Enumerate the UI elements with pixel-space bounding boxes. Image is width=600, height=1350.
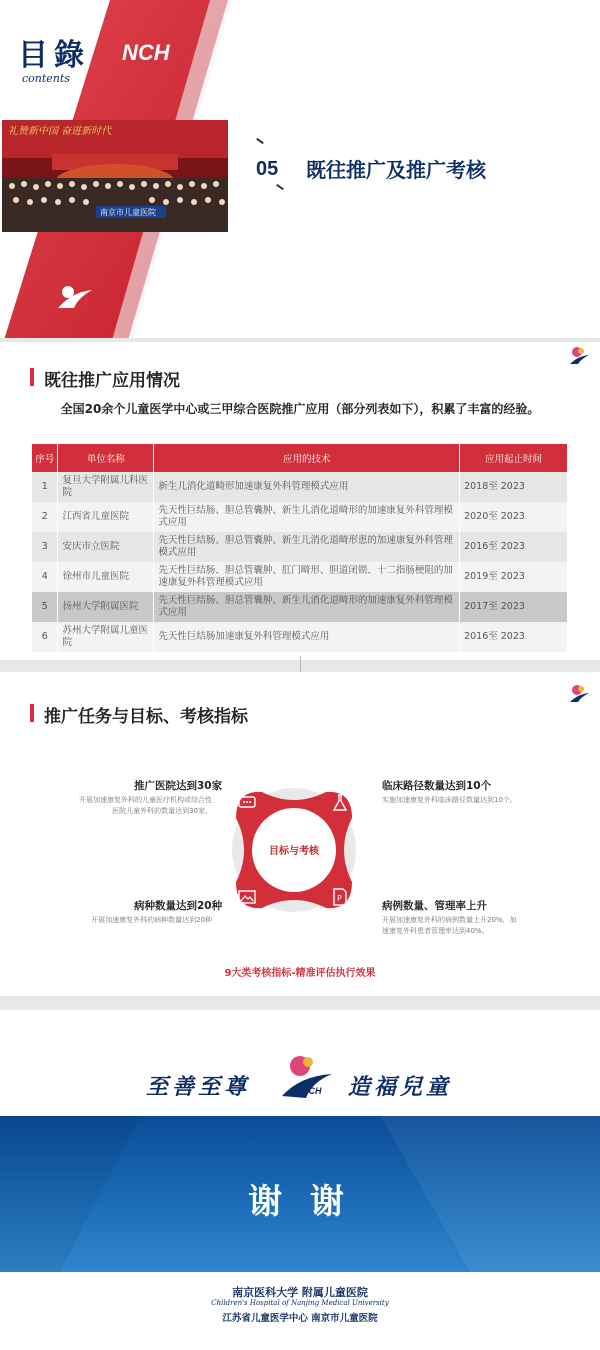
assessment-footer: 9大类考核指标-精准评估执行效果	[224, 968, 376, 979]
table-row	[32, 472, 568, 502]
row-number: 2	[32, 502, 58, 532]
table-row	[32, 532, 568, 562]
section-title: 既往推广应用情况	[30, 366, 180, 391]
goals-diagram	[224, 780, 364, 920]
motto-left: 至善至尊	[146, 1074, 251, 1100]
hospital-logo-icon	[278, 1050, 334, 1102]
unit-name: 复旦大学附属儿科医院	[58, 472, 154, 502]
tech-cell: 先天性巨结肠、胆总管囊肿、肛门畸形、胆道闭锁、十二指肠梗阻的加速康复外科管理模式应用	[154, 562, 460, 592]
column-header: 应用起止时间	[460, 444, 568, 472]
section-heading: 既往推广及推广考核	[306, 158, 486, 182]
table-row	[32, 562, 568, 592]
chat-icon	[238, 796, 256, 810]
unit-name: 苏州大学附属儿童医院	[58, 622, 154, 652]
history-slide	[0, 342, 600, 658]
flower-logo-icon	[54, 282, 94, 312]
tech-cell: 新生儿消化道畸形加速康复外科管理模式应用	[154, 472, 460, 502]
row-number: 6	[32, 622, 58, 652]
divider-line	[300, 656, 301, 672]
unit-name: 徐州市儿童医院	[58, 562, 154, 592]
motto-right: 造福兒童	[348, 1074, 453, 1100]
row-number: 1	[32, 472, 58, 502]
university-name-en: Children's Hospital of Nanjing Medical University	[211, 1299, 389, 1307]
brand-logo-text: NCH	[122, 40, 170, 65]
row-number: 4	[32, 562, 58, 592]
intro-text: 全国20余个儿童医学中心或三甲综合医院推广应用（部分列表如下），积累了丰富的经验。	[60, 402, 540, 416]
table-header-row	[32, 444, 568, 472]
center-line: 江苏省儿童医学中心 南京市儿童医院	[222, 1313, 378, 1324]
university-name: 南京医科大学 附属儿童医院	[232, 1286, 368, 1299]
tech-cell: 先天性巨结肠、胆总管囊肿、新生儿消化道畸形患的加速康复外科管理模式应用	[154, 532, 460, 562]
row-number: 5	[32, 592, 58, 622]
flask-icon	[332, 794, 348, 812]
goal-desc: 实施加速康复外科临床路径数量达到10个。	[382, 796, 517, 804]
section-number: 05	[256, 158, 279, 180]
unit-name: 扬州大学附属医院	[58, 592, 154, 622]
period-cell: 2017至 2023	[460, 592, 568, 622]
document-icon	[332, 888, 348, 906]
contents-subtitle: contents	[22, 72, 70, 85]
period-cell: 2016至 2023	[460, 532, 568, 562]
photo-banner-text: 礼赞新中国 奋进新时代	[8, 126, 112, 137]
table-row	[32, 502, 568, 532]
goal-desc: 开展加速康复外科的儿童医疗机构或综合性医院儿童外科的数量达到30家。	[79, 796, 212, 815]
thanks-slide	[0, 1012, 600, 1350]
tech-cell: 先天性巨结肠、胆总管囊肿、新生儿消化道畸形的加速康复外科管理模式应用	[154, 502, 460, 532]
period-cell: 2020至 2023	[460, 502, 568, 532]
svg-text:P: P	[337, 894, 342, 903]
goal-title: 推广医院达到30家	[134, 780, 223, 792]
diagram-center-label: 目标与考核	[269, 846, 319, 857]
section-title: 推广任务与目标、考核指标	[30, 702, 248, 727]
hospital-logo-icon	[568, 344, 590, 366]
table-row	[32, 622, 568, 652]
period-cell: 2019至 2023	[460, 562, 568, 592]
column-header: 序号	[32, 444, 58, 472]
contents-title: 目錄	[18, 38, 90, 73]
period-cell: 2016至 2023	[460, 622, 568, 652]
goal-title: 病种数量达到20种	[134, 900, 223, 912]
row-number: 3	[32, 532, 58, 562]
goal-title: 病例数量、管理率上升	[382, 900, 487, 912]
tech-cell: 先天性巨结肠加速康复外科管理模式应用	[154, 622, 460, 652]
column-header: 应用的技术	[154, 444, 460, 472]
goal-desc: 开展加速康复外科的病种数量达到20种	[91, 916, 212, 924]
slide-divider	[0, 996, 600, 1010]
period-cell: 2018至 2023	[460, 472, 568, 502]
goals-slide	[0, 680, 600, 996]
hospital-logo-icon	[568, 682, 590, 704]
image-icon	[238, 890, 256, 904]
promotion-table	[32, 444, 568, 652]
unit-name: 江西省儿童医院	[58, 502, 154, 532]
column-header: 单位名称	[58, 444, 154, 472]
photo-sign-text: 南京市儿童医院	[100, 208, 156, 217]
group-photo	[2, 120, 228, 232]
thanks-banner	[0, 1116, 600, 1272]
tech-cell: 先天性巨结肠、胆总管囊肿、新生儿消化道畸形的加速康复外科管理模式应用	[154, 592, 460, 622]
table-row	[32, 592, 568, 622]
thanks-text: 谢 谢	[248, 1182, 352, 1222]
goal-desc: 开展加速康复外科的病例数量上升20%，加速康复外科患者管理率达到40%。	[382, 916, 517, 935]
contents-slide	[0, 0, 600, 340]
unit-name: 安庆市立医院	[58, 532, 154, 562]
logo-text: NCH	[302, 1086, 322, 1096]
goal-title: 临床路径数量达到10个	[382, 780, 492, 792]
